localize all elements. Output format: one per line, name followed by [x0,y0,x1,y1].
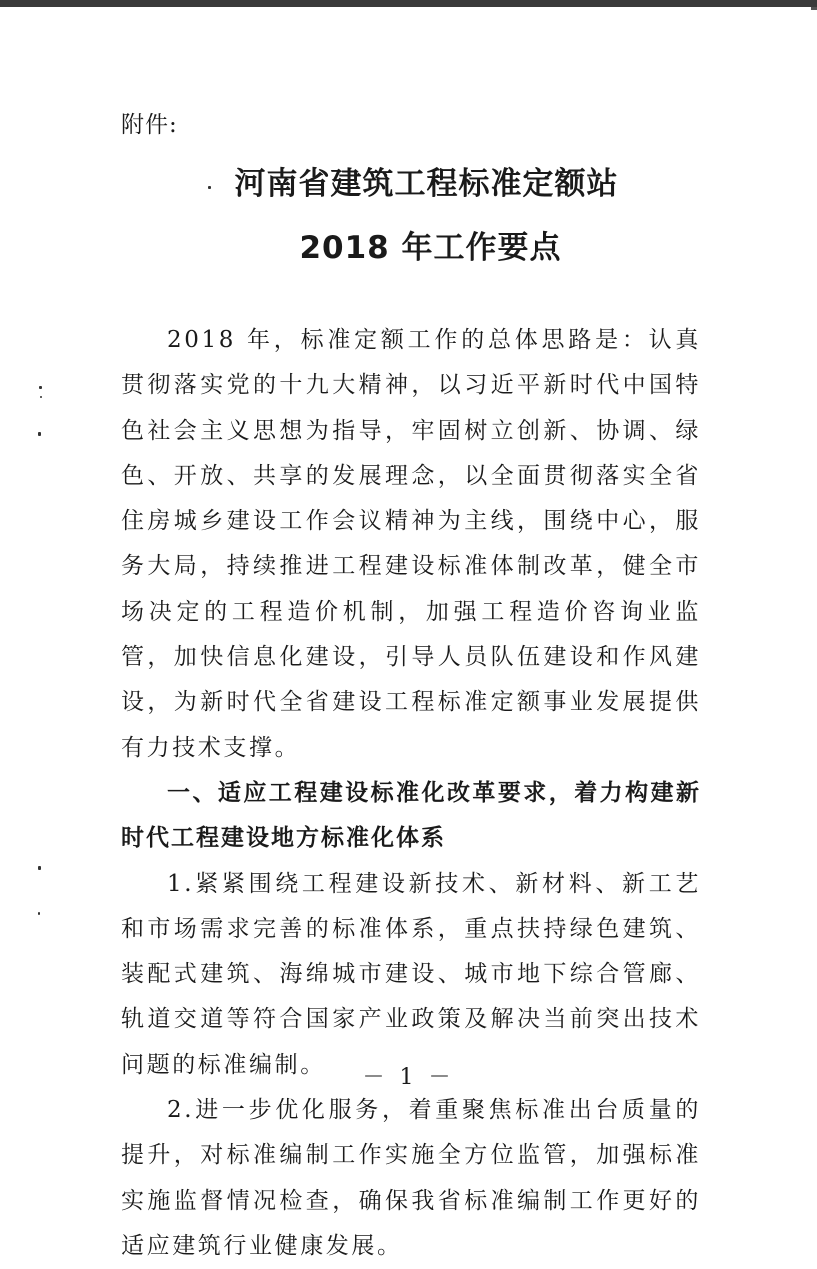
attachment-label: 附件: [121,112,178,138]
list-item: 2.进一步优化服务，着重聚焦标准出台质量的提升，对标准编制工作实施全方位监管，加强标准实施监督情况检查，确保我省标准编制工作更好的适应建筑行业健康发展。 [121,1097,701,1259]
scan-speck [208,186,211,189]
page-number: － 1 － [362,1065,455,1090]
list-item: 1.紧紧围绕工程建设新技术、新材料、新工艺和市场需求完善的标准体系，重点扶持绿色建筑、装配式建筑、海绵城市建设、城市地下综合管廊、轨道交道等符合国家产业政策及解决当前突出技术问题的标准编制。 [121,870,701,1078]
section-heading: 一、适应工程建设标准化改革要求，着力构建新时代工程建设地方标准化体系 [121,779,701,852]
scan-corner-mark [811,7,817,10]
scan-speck [38,866,41,870]
scan-speck [39,386,42,389]
document-subtitle: 2018 年工作要点 [299,230,562,266]
intro-paragraph: 2018 年，标准定额工作的总体思路是：认真贯彻落实党的十九大精神，以习近平新时代中国特色社会主义思想为指导，牢固树立创新、协调、绿色、开放、共享的发展理念，以全面贯彻落实全省住房城乡建设工作会议精神为主线，围绕中心，服务大局，持续推进工程建设标准体制改革，健全市场决定的工程造价机制，加强工程造价咨询业监管，加快信息化建设，引导人员队伍建设和作风建设，为新时代全省建设工程标准定额事业发展提供有力技术支撑。 [121,327,701,761]
scan-speck [38,912,40,915]
document-title: 河南省建筑工程标准定额站 [234,166,619,202]
scan-speck [38,432,41,436]
scan-top-edge [0,0,817,7]
document-body [121,318,701,1269]
scan-speck [40,396,42,398]
